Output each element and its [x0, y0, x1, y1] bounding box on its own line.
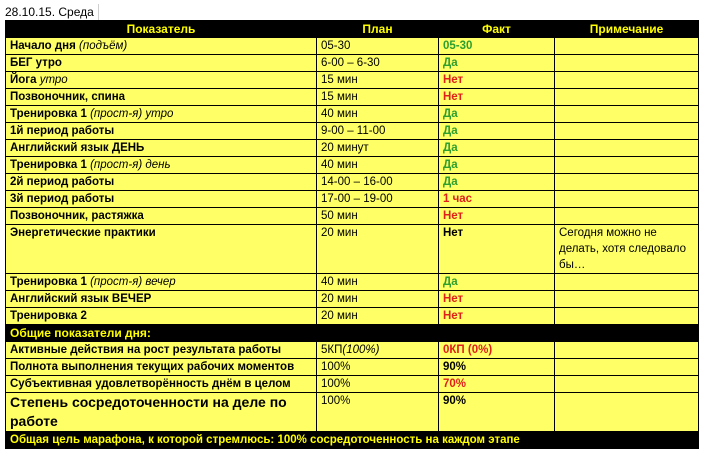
- footer-row: [6, 432, 699, 449]
- fact-cell: [439, 342, 555, 359]
- plan-cell: [317, 174, 439, 191]
- note-cell: [555, 38, 699, 55]
- fact-cell: [439, 106, 555, 123]
- indicator-name: 3й период работы: [10, 193, 115, 205]
- footer-cell: [6, 432, 699, 449]
- indicator-name: Позвоночник, растяжка: [10, 210, 144, 222]
- plan-value: 100%: [321, 378, 351, 390]
- indicator-cell: [6, 342, 317, 359]
- fact-cell: [439, 72, 555, 89]
- plan-value: 40 мин: [321, 108, 358, 120]
- plan-value: 15 мин: [321, 91, 358, 103]
- section-title-cell: [6, 325, 699, 342]
- fact-cell: [439, 376, 555, 393]
- fact-cell: [439, 89, 555, 106]
- indicator-cell: [6, 191, 317, 208]
- plan-value: 50 мин: [321, 210, 358, 222]
- note-cell: [555, 140, 699, 157]
- indicator-cell: [6, 106, 317, 123]
- note-text: Сегодня можно не делать, хотя следовало бы…: [559, 227, 686, 271]
- indicator-cell: [6, 308, 317, 325]
- fact-value: Нет: [443, 227, 464, 239]
- fact-value: Да: [443, 276, 458, 288]
- note-cell: [555, 72, 699, 89]
- note-cell: [555, 393, 699, 432]
- note-cell: [555, 342, 699, 359]
- plan-value: 20 мин: [321, 227, 358, 239]
- indicator-name: Тренировка 1: [10, 108, 87, 120]
- indicator-cell: [6, 393, 317, 432]
- fact-value: 05-30: [443, 40, 473, 52]
- indicator-name: БЕГ утро: [10, 57, 62, 69]
- indicator-cell: [6, 123, 317, 140]
- plan-cell: [317, 308, 439, 325]
- plan-value: 5КП: [321, 344, 343, 356]
- plan-cell: [317, 208, 439, 225]
- fact-cell: [439, 157, 555, 174]
- plan-value: 05-30: [321, 40, 351, 52]
- plan-cell: [317, 291, 439, 308]
- summary-row: [6, 376, 699, 393]
- fact-cell: [439, 174, 555, 191]
- plan-value: 17-00 – 19-00: [321, 193, 393, 205]
- fact-value: Нет: [443, 310, 464, 322]
- date-line: 28.10.15. Среда: [5, 4, 99, 20]
- note-cell: [555, 174, 699, 191]
- plan-cell: [317, 38, 439, 55]
- indicator-cell: [6, 157, 317, 174]
- note-cell: [555, 106, 699, 123]
- indicator-cell: [6, 208, 317, 225]
- indicator-cell: [6, 140, 317, 157]
- table-row: [6, 38, 699, 55]
- plan-percent: (100%): [342, 344, 380, 356]
- plan-cell: [317, 123, 439, 140]
- footer-text: Общая цель марафона, к которой стремлюсь: 100% сосредоточенность на каждом этапе: [10, 434, 520, 446]
- fact-cell: [439, 55, 555, 72]
- plan-cell: [317, 72, 439, 89]
- table-row: [6, 140, 699, 157]
- plan-value: 14-00 – 16-00: [321, 176, 393, 188]
- fact-value: Да: [443, 57, 458, 69]
- table-row: [6, 123, 699, 140]
- table-row: [6, 55, 699, 72]
- fact-cell: [439, 225, 555, 274]
- indicator-name: Степень сосредоточенности на деле по работе: [10, 394, 287, 429]
- plan-cell: [317, 55, 439, 72]
- fact-value: Нет: [443, 293, 464, 305]
- schedule-body: [6, 38, 699, 449]
- indicator-cell: [6, 38, 317, 55]
- header-indicator: Показатель: [6, 21, 317, 38]
- plan-value: 100%: [321, 395, 351, 407]
- plan-value: 20 мин: [321, 293, 358, 305]
- fact-value: Нет: [443, 91, 464, 103]
- table-row: [6, 225, 699, 274]
- note-cell: [555, 225, 699, 274]
- fact-value: Нет: [443, 74, 464, 86]
- table-row: [6, 72, 699, 89]
- plan-value: 20 мин: [321, 310, 358, 322]
- indicator-extra: (прост-я) вечер: [90, 276, 176, 288]
- note-cell: [555, 308, 699, 325]
- plan-value: 40 мин: [321, 159, 358, 171]
- header-note: Примечание: [555, 21, 699, 38]
- fact-value: 90%: [443, 361, 467, 373]
- fact-value: Да: [443, 159, 458, 171]
- indicator-extra: (подъём): [79, 40, 128, 52]
- note-cell: [555, 157, 699, 174]
- plan-cell: [317, 393, 439, 432]
- note-cell: [555, 89, 699, 106]
- header-fact: Факт: [439, 21, 555, 38]
- section-row: [6, 325, 699, 342]
- fact-value: 0КП (0%): [443, 344, 493, 356]
- indicator-extra: (прост-я) утро: [90, 108, 174, 120]
- summary-row: [6, 342, 699, 359]
- fact-cell: [439, 308, 555, 325]
- fact-cell: [439, 208, 555, 225]
- indicator-extra: (прост-я) день: [90, 159, 171, 171]
- plan-cell: [317, 274, 439, 291]
- note-cell: [555, 291, 699, 308]
- fact-cell: [439, 291, 555, 308]
- note-cell: [555, 359, 699, 376]
- table-row: [6, 174, 699, 191]
- indicator-cell: [6, 72, 317, 89]
- fact-cell: [439, 140, 555, 157]
- note-cell: [555, 55, 699, 72]
- fact-value: 90%: [443, 395, 467, 407]
- fact-value: 1 час: [443, 193, 473, 205]
- indicator-name: Активные действия на рост результата работы: [10, 344, 282, 356]
- note-cell: [555, 191, 699, 208]
- indicator-cell: [6, 55, 317, 72]
- fact-cell: [439, 359, 555, 376]
- table-row: [6, 208, 699, 225]
- fact-value: 70%: [443, 378, 467, 390]
- table-row: [6, 308, 699, 325]
- fact-value: Да: [443, 125, 458, 137]
- note-cell: [555, 376, 699, 393]
- indicator-name: Тренировка 2: [10, 310, 87, 322]
- indicator-cell: [6, 291, 317, 308]
- plan-cell: [317, 376, 439, 393]
- table-row: [6, 157, 699, 174]
- indicator-name: Энергетические практики: [10, 227, 156, 239]
- fact-value: Да: [443, 176, 458, 188]
- header-row: [6, 21, 699, 38]
- indicator-name: Субъективная удовлетворённость днём в целом: [10, 378, 291, 390]
- header-plan: План: [317, 21, 439, 38]
- indicator-name: 1й период работы: [10, 125, 115, 137]
- table-row: [6, 89, 699, 106]
- plan-value: 20 минут: [321, 142, 369, 154]
- indicator-cell: [6, 89, 317, 106]
- fact-cell: [439, 38, 555, 55]
- indicator-name: Английский язык ВЕЧЕР: [10, 293, 152, 305]
- fact-value: Да: [443, 108, 458, 120]
- indicator-cell: [6, 359, 317, 376]
- plan-value: 100%: [321, 361, 351, 373]
- plan-cell: [317, 359, 439, 376]
- indicator-cell: [6, 225, 317, 274]
- plan-cell: [317, 342, 439, 359]
- indicator-cell: [6, 274, 317, 291]
- table-row: [6, 191, 699, 208]
- plan-cell: [317, 89, 439, 106]
- focus-row: [6, 393, 699, 432]
- fact-cell: [439, 274, 555, 291]
- plan-cell: [317, 140, 439, 157]
- plan-value: 15 мин: [321, 74, 358, 86]
- indicator-name: Позвоночник, спина: [10, 91, 126, 103]
- indicator-name: 2й период работы: [10, 176, 115, 188]
- indicator-name: Тренировка 1: [10, 159, 87, 171]
- note-cell: [555, 208, 699, 225]
- table-row: [6, 106, 699, 123]
- indicator-extra: утро: [39, 74, 68, 86]
- plan-cell: [317, 106, 439, 123]
- fact-value: Да: [443, 142, 458, 154]
- indicator-name: Тренировка 1: [10, 276, 87, 288]
- table-row: [6, 291, 699, 308]
- indicator-cell: [6, 376, 317, 393]
- plan-cell: [317, 225, 439, 274]
- fact-cell: [439, 123, 555, 140]
- summary-row: [6, 359, 699, 376]
- plan-value: 9-00 – 11-00: [321, 125, 386, 137]
- plan-cell: [317, 157, 439, 174]
- note-cell: [555, 274, 699, 291]
- indicator-name: Йога: [10, 74, 37, 86]
- plan-value: 6-00 – 6-30: [321, 57, 380, 69]
- indicator-name: Английский язык ДЕНЬ: [10, 142, 145, 154]
- note-cell: [555, 123, 699, 140]
- schedule-table: [5, 20, 699, 449]
- indicator-name: Начало дня: [10, 40, 76, 52]
- plan-value: 40 мин: [321, 276, 358, 288]
- fact-value: Нет: [443, 210, 464, 222]
- plan-cell: [317, 191, 439, 208]
- fact-cell: [439, 191, 555, 208]
- indicator-name: Полнота выполнения текущих рабочих моментов: [10, 361, 295, 373]
- fact-cell: [439, 393, 555, 432]
- section-title: Общие показатели дня:: [10, 326, 151, 340]
- table-row: [6, 274, 699, 291]
- indicator-cell: [6, 174, 317, 191]
